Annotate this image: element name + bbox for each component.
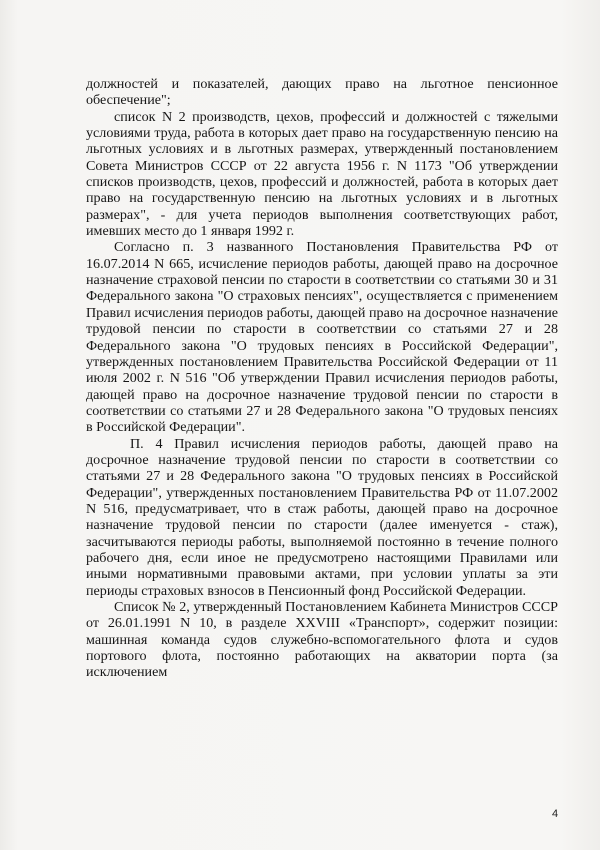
paragraph-3: Согласно п. 3 названного Постановления Правительства РФ от 16.07.2014 N 665, исчисление периодов работы, дающей право на досрочное назначение страховой пенсии по старости в соответствии со статьями 30 и 31 Федерального закона "О страховых пенсиях", осуществляется с применением Правил исчисления периодов работы, дающей право на досрочное назначение трудовой пенсии по старости в соответствии со статьями 27 и 28 Федерального закона "О трудовых пенсиях в Российской Федерации", утвержденных постановлением Правительства Российской Федерации от 11 июля 2002 г. N 516 "Об утверждении Правил исчисления периодов работы, дающей право на досрочное назначение трудовой пенсии по старости в соответствии со статьями 27 и 28 Федерального закона "О трудовых пенсиях в Российской Федерации". <box>86 239 558 436</box>
paragraph-4: П. 4 Правил исчисления периодов работы, дающей право на досрочное назначение трудовой пенсии по старости в соответствии со статьями 27 и 28 Федерального закона "О трудовых пенсиях в Российской Федерации", утвержденных постановлением Правительства РФ от 11.07.2002 N 516, предусматривает, что в стаж работы, дающей право на досрочное назначение трудовой пенсии по старости (далее именуется - стаж), засчитываются периоды работы, выполняемой постоянно в течение полного рабочего дня, если иное не предусмотрено настоящими Правилами или иными нормативными правовыми актами, при условии уплаты за эти периоды страховых взносов в Пенсионный фонд Российской Федерации. <box>86 435 558 599</box>
document-body <box>86 76 558 681</box>
page-number: 4 <box>552 808 559 820</box>
paragraph-5: Список № 2, утвержденный Постановлением Кабинета Министров СССР от 26.01.1991 N 10, в разделе XXVIII «Транспорт», содержит позиции: машинная команда судов служебно-вспомогательного флота и судов портового флота, постоянно работающих на акватории порта (за исключением <box>86 599 558 681</box>
paragraph-2: список N 2 производств, цехов, профессий и должностей с тяжелыми условиями труда, работа в которых дает право на государственную пенсию на льготных условиях и в льготных размерах, утвержденный постановлением Совета Министров СССР от 22 августа 1956 г. N 1173 "Об утверждении списков производств, цехов, профессий и должностей, работа в которых дает право на государственную пенсию на льготных условиях и в льготных размерах", - для учета периодов выполнения соответствующих работ, имевших место до 1 января 1992 г. <box>86 108 558 240</box>
paragraph-1: должностей и показателей, дающих право на льготное пенсионное обеспечение"; <box>86 76 558 109</box>
